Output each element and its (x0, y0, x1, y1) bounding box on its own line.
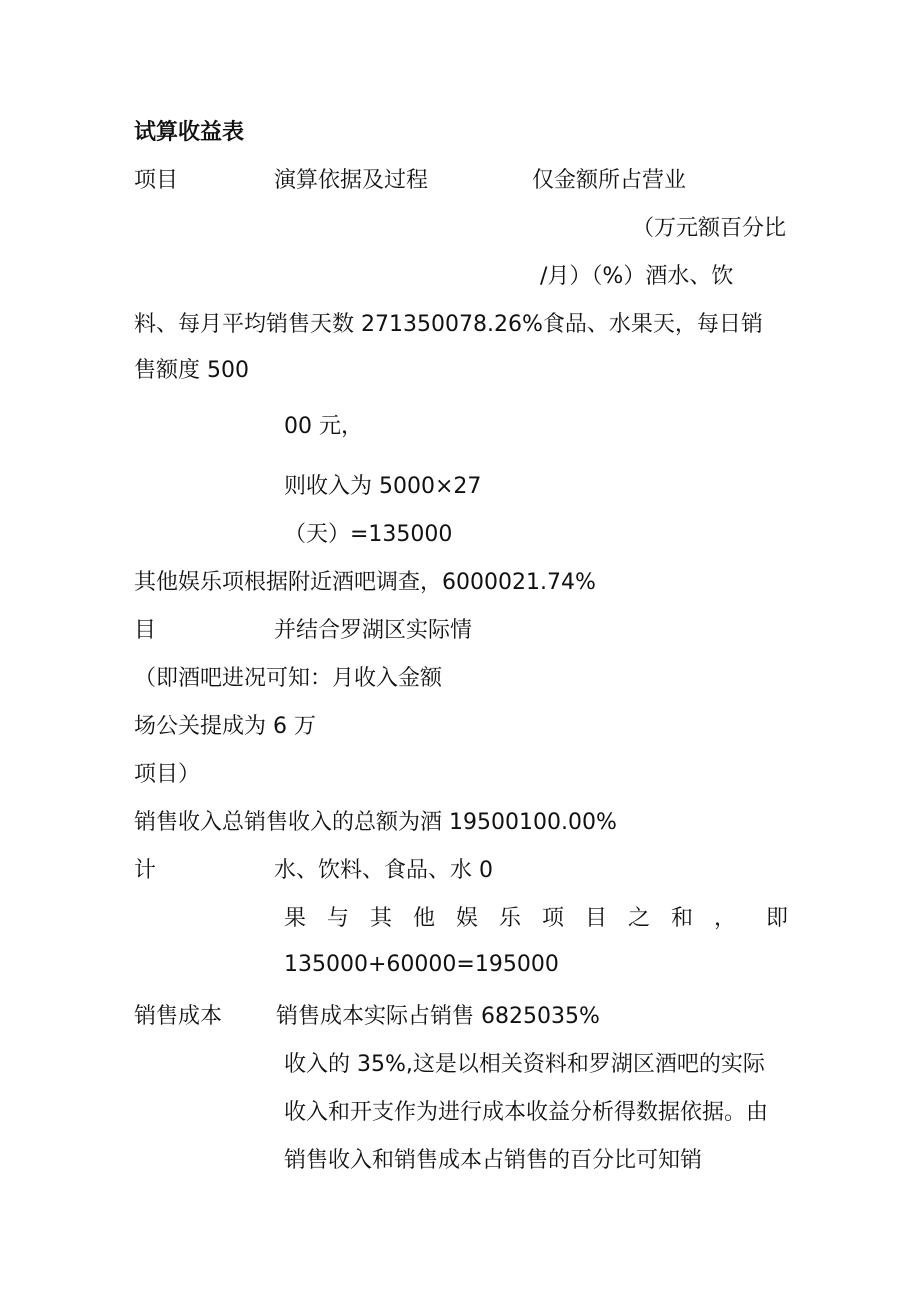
text-line: 则收入为 5000×27 (284, 474, 482, 499)
text-line: （天）=135000 (284, 522, 453, 547)
text-line: 计 (134, 858, 157, 883)
text-line: 其他娱乐项根据附近酒吧调查，6000021.74% (134, 570, 596, 595)
text-line: 00 元， (284, 414, 363, 439)
text-line: 收入的 35%,这是以相关资料和罗湖区酒吧的实际 (284, 1052, 765, 1077)
text-line: 即 (766, 906, 789, 931)
document-title: 试算收益表 (134, 120, 245, 145)
text-line: 售额度 500 (134, 358, 249, 383)
text-line: 销售成本 (134, 1004, 223, 1029)
text-line: 项目） (134, 762, 201, 787)
header-col-item: 项目 (134, 168, 179, 193)
header-col-basis: 演算依据及过程 (274, 168, 429, 193)
text-line: 并结合罗湖区实际情 (274, 618, 473, 643)
header-col-amount-line2: （万元额百分比 (632, 216, 787, 241)
text-line: （即酒吧进况可知：月收入金额 (134, 666, 443, 691)
text-line: 料、每月平均销售天数 271350078.26%食品、水果天，每日销 (134, 312, 763, 337)
text-line: 销售收入和销售成本占销售的百分比可知销 (284, 1148, 703, 1173)
text-line: 场公关提成为 6 万 (134, 714, 316, 739)
text-line: 目 (134, 618, 157, 643)
text-line: 销售成本实际占销售 6825035% (276, 1004, 600, 1029)
text-line: 果与其他娱乐项目之和， (284, 906, 758, 931)
text-line: 135000+60000=195000 (284, 952, 559, 977)
text-line: 收入和开支作为进行成本收益分析得数据依据。由 (284, 1100, 769, 1125)
text-line: 销售收入总销售收入的总额为酒 19500100.00% (134, 810, 617, 835)
header-col-amount: 仅金额所占营业 (532, 168, 687, 193)
text-line: 水、饮料、食品、水 0 (274, 858, 493, 883)
header-col-amount-line3: /月）（%）酒水、饮 (540, 264, 734, 289)
